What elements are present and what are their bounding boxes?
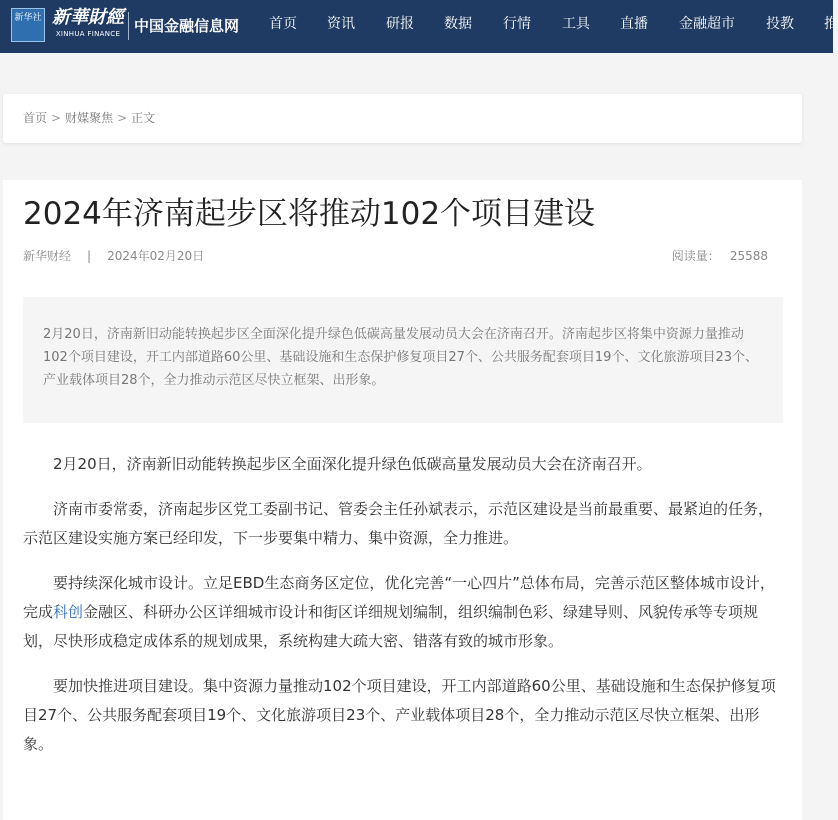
nav-item-tools[interactable]: 工具 <box>562 16 590 32</box>
breadcrumb-media-focus[interactable]: 财媒聚焦 <box>65 111 114 125</box>
breadcrumb <box>23 110 155 126</box>
nav-item-research[interactable]: 研报 <box>386 16 414 32</box>
article-source: 新华财经 <box>23 249 72 263</box>
site-name[interactable]: 中国金融信息网 <box>134 17 240 35</box>
breadcrumb-card <box>3 94 802 143</box>
meta-divider: | <box>87 249 92 263</box>
view-count <box>672 248 768 264</box>
paragraph-text: 要持续深化城市设计。立足EBD生态商务区定位，优化完善“一心四片”总体布局，完善示范区整体城市设计，完成 <box>23 574 775 621</box>
keyword-link[interactable]: 科创 <box>53 603 84 621</box>
nav-item-more[interactable]: 推 <box>824 16 838 32</box>
nav-item-quotes[interactable]: 行情 <box>503 16 531 32</box>
article-summary: 2月20日，济南新旧动能转换起步区全面深化提升绿色低碳高量发展动员大会在济南召开。济南起步区将集中资源力量推动102个项目建设，开工内部道路60公里、基础设施和生态保护修复项目27个、公共服务配套项目19个、文化旅游项目23个、产业载体项目28个，全力推动示范区尽快立框架、出形象。 <box>23 297 783 423</box>
views-label: 阅读量： <box>671 249 720 263</box>
article-paragraph: 济南市委常委，济南起步区党工委副书记、管委会主任孙斌表示，示范区建设是当前最重要、最紧迫的任务，示范区建设实施方案已经印发，下一步要集中精力、集中资源，全力推进。 <box>23 500 774 547</box>
nav-item-finance-market[interactable]: 金融超市 <box>679 16 735 32</box>
article-date: 2024年02月20日 <box>107 249 205 263</box>
breadcrumb-separator: > <box>117 111 128 125</box>
logo-brand-en: XINHUA FINANCE <box>55 30 121 38</box>
article-body <box>23 450 785 775</box>
logo-divider <box>128 12 129 40</box>
nav-item-live[interactable]: 直播 <box>620 16 648 32</box>
article-paragraph <box>23 569 785 656</box>
nav-item-investor-education[interactable]: 投教 <box>766 16 794 32</box>
xinhua-finance-logo[interactable] <box>52 7 124 45</box>
paragraph-text: 金融区、科研办公区详细城市设计和街区详细规划编制，组织编制色彩、绿建导则、风貌传承等专项规划，尽快形成稳定成体系的规划成果，系统构建大疏大密、错落有致的城市形象。 <box>23 603 759 650</box>
breadcrumb-home[interactable]: 首页 <box>23 111 48 125</box>
breadcrumb-current: 正文 <box>131 111 156 125</box>
article-meta <box>23 248 204 264</box>
logo-badge-text: 新华社 <box>14 13 42 23</box>
nav-item-data[interactable]: 数据 <box>444 16 472 32</box>
nav-item-home[interactable]: 首页 <box>269 16 297 32</box>
article-card <box>3 180 802 820</box>
nav-item-news[interactable]: 资讯 <box>327 16 355 32</box>
article-paragraph: 2月20日，济南新旧动能转换起步区全面深化提升绿色低碳高量发展动员大会在济南召开。 <box>53 455 652 473</box>
logo-brand-cn: 新華財經 <box>52 7 124 28</box>
top-navigation-bar <box>0 0 838 53</box>
views-number: 25588 <box>729 249 768 263</box>
article-paragraph: 要加快推进项目建设。集中资源力量推动102个项目建设，开工内部道路60公里、基础设施和生态保护修复项目27个、公共服务配套项目19个、文化旅游项目23个、产业载体项目28个，全力推动示范区尽快立框架、出形象。 <box>23 677 776 753</box>
breadcrumb-separator: > <box>51 111 62 125</box>
xinhua-logo-badge[interactable] <box>11 8 45 42</box>
article-title: 2024年济南起步区将推动102个项目建设 <box>23 196 596 232</box>
